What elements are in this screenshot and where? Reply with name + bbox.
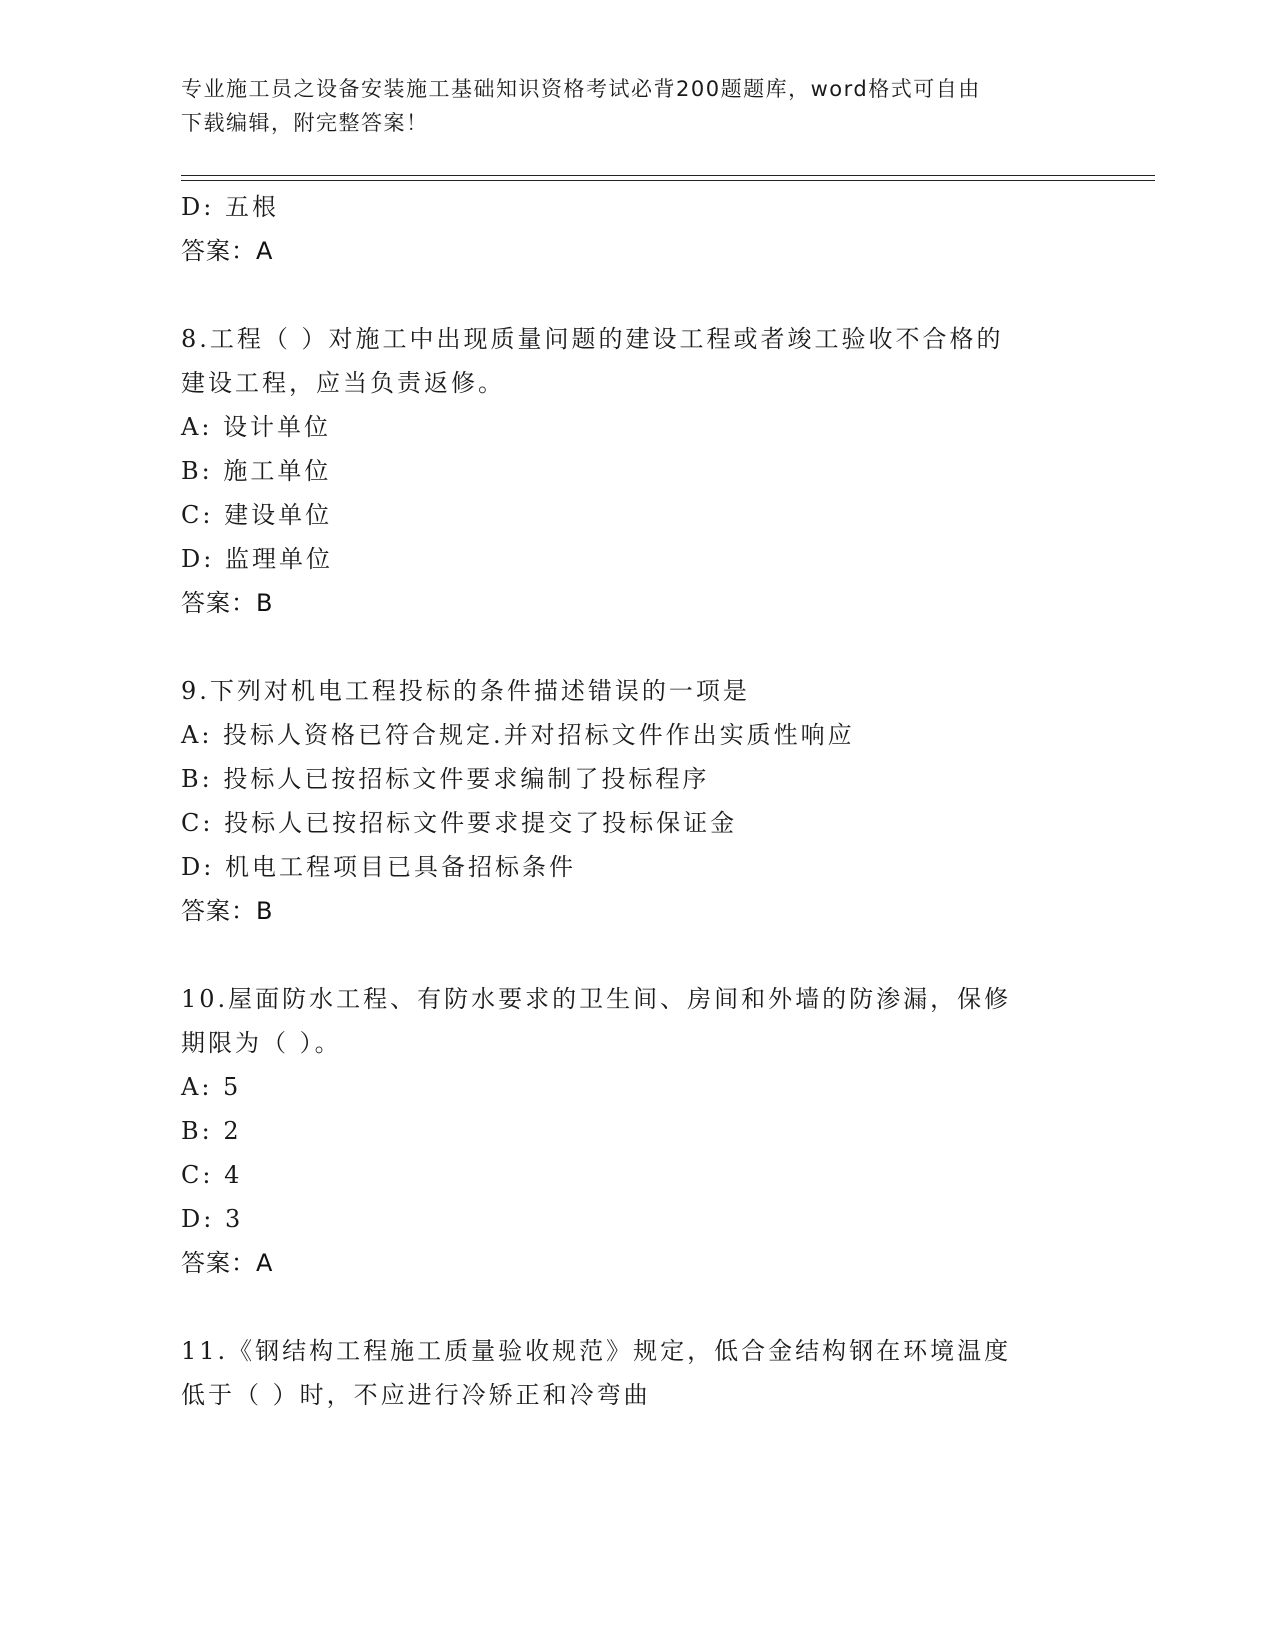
question-10-option-c: C: 4 (181, 1161, 243, 1189)
header-line-2: 下载编辑，附完整答案！ (181, 111, 429, 135)
question-8-stem-line-2: 建设工程，应当负责返修。 (181, 369, 505, 397)
question-10-answer: 答案：A (181, 1249, 274, 1277)
header-line-1: 专业施工员之设备安装施工基础知识资格考试必背200题题库，word格式可自由 (181, 77, 981, 101)
question-10-option-a: A: 5 (181, 1073, 242, 1101)
spacer (181, 273, 1081, 317)
question-10-option-b: B: 2 (181, 1117, 242, 1145)
question-8-option-d: D: 监理单位 (181, 545, 333, 573)
question-10 (181, 977, 1081, 1285)
question-8-option-b: B: 施工单位 (181, 457, 332, 485)
question-9-option-c: C: 投标人已按招标文件要求提交了投标保证金 (181, 809, 738, 837)
question-11 (181, 1329, 1081, 1417)
prev-answer: 答案：A (181, 237, 274, 265)
question-8-option-c: C: 建设单位 (181, 501, 333, 529)
question-10-stem-line-1: 10.屋面防水工程、有防水要求的卫生间、房间和外墙的防渗漏，保修 (181, 985, 1012, 1013)
header-divider-bottom (181, 180, 1155, 181)
question-10-stem-line-2: 期限为（ ）。 (181, 1029, 342, 1057)
question-9 (181, 669, 1081, 933)
question-8-option-a: A: 设计单位 (181, 413, 332, 441)
question-9-stem-line-1: 9.下列对机电工程投标的条件描述错误的一项是 (181, 677, 750, 705)
question-8-answer: 答案：B (181, 589, 274, 617)
document-body (181, 185, 1081, 1417)
spacer (181, 1285, 1081, 1329)
spacer (181, 625, 1081, 669)
header-divider-top (181, 175, 1155, 176)
question-8 (181, 317, 1081, 625)
question-8-stem-line-1: 8.工程（ ）对施工中出现质量问题的建设工程或者竣工验收不合格的 (181, 325, 1004, 353)
question-9-option-a: A: 投标人资格已符合规定.并对招标文件作出实质性响应 (181, 721, 855, 749)
question-9-answer: 答案：B (181, 897, 274, 925)
question-9-option-b: B: 投标人已按招标文件要求编制了投标程序 (181, 765, 710, 793)
question-9-option-d: D: 机电工程项目已具备招标条件 (181, 853, 576, 881)
spacer (181, 933, 1081, 977)
question-11-stem-line-1: 11.《钢结构工程施工质量验收规范》规定，低合金结构钢在环境温度 (181, 1337, 1012, 1365)
prev-option-d: D: 五根 (181, 193, 279, 221)
question-11-stem-line-2: 低于（ ）时，不应进行冷矫正和冷弯曲 (181, 1381, 651, 1409)
page-header (181, 72, 1061, 140)
question-10-option-d: D: 3 (181, 1205, 244, 1233)
